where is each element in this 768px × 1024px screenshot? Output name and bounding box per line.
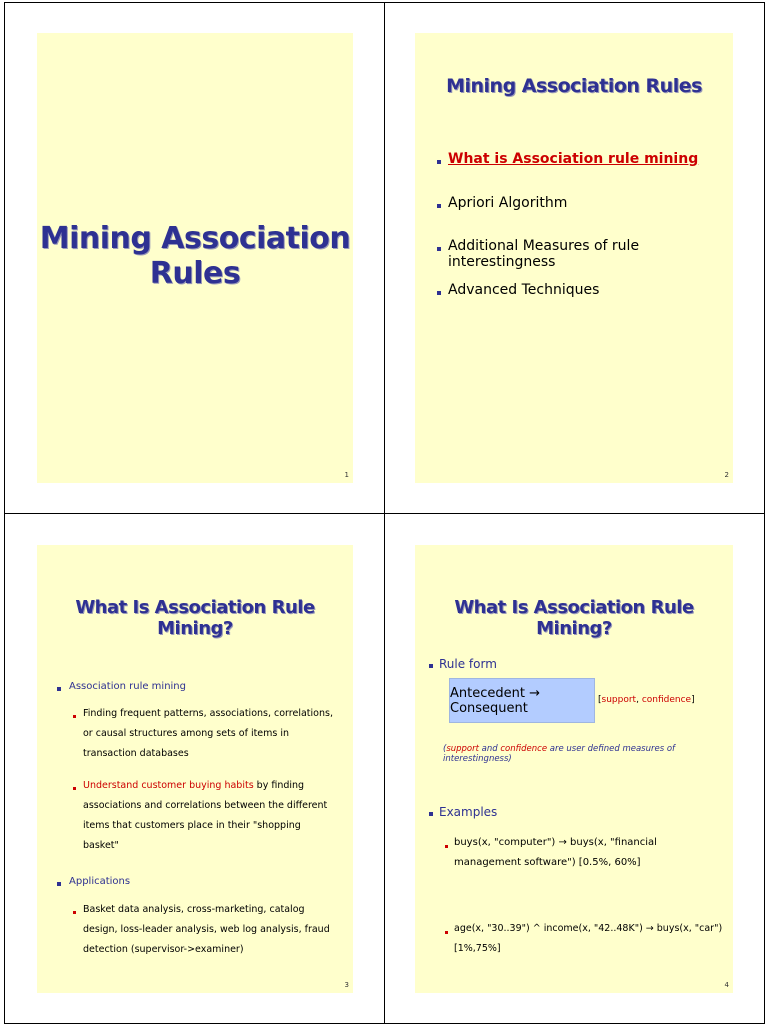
note-and: and [478, 744, 501, 754]
agenda-item-label: What is Association rule mining [448, 151, 699, 167]
list-item [429, 657, 497, 671]
slide-title: What Is Association Rule Mining? [454, 597, 694, 639]
bullet-text [83, 776, 333, 856]
slide-3 [37, 545, 353, 993]
agenda-item [437, 195, 567, 211]
bullet-icon [445, 845, 448, 848]
slide-4 [415, 545, 733, 993]
bracket-open: [ [598, 695, 602, 705]
rule-form-box [449, 678, 595, 723]
slide-title: What Is Association Rule Mining? [75, 597, 315, 639]
bullet-icon [429, 664, 433, 668]
bullet-text: Basket data analysis, cross-marketing, catalog design, loss-leader analysis, web log analysis, fraud detection (supervisor->examiner) [83, 904, 330, 955]
bullet-icon [437, 204, 441, 208]
slide-title: Mining Association Rules [39, 221, 351, 291]
page-cell-3 [4, 513, 385, 1024]
rule-form-text: Antecedent → Consequent [450, 685, 540, 716]
note-support: support [446, 744, 479, 754]
bullet-icon [73, 715, 76, 718]
sub-list-item [73, 905, 333, 960]
bullet-label: Rule form [439, 657, 497, 671]
page-cell-1 [4, 2, 385, 514]
example-text: buys(x, "computer") → buys(x, "financial management software") [0.5%, 60%] [454, 837, 657, 868]
agenda-item-label: Apriori Algorithm [448, 195, 568, 211]
support-label: support [601, 695, 637, 705]
rule-note [443, 744, 733, 764]
page-cell-4 [384, 513, 765, 1024]
page-number: 1 [344, 471, 349, 479]
bullet-icon [437, 247, 441, 251]
rule-measures [598, 695, 695, 705]
example-text: age(x, "30..39") ^ income(x, "42..48K") → buys(x, "car") [1%,75%] [454, 923, 723, 954]
example-item [445, 923, 730, 959]
slide-1 [37, 33, 353, 483]
note-confidence: confidence [500, 744, 548, 754]
highlight-text: Understand customer buying habits [83, 780, 254, 791]
bullet-icon [437, 291, 441, 295]
bullet-text: Finding frequent patterns, associations, correlations, or causal structures among sets of items in transaction databases [83, 708, 333, 759]
example-item [445, 837, 715, 873]
agenda-item [437, 238, 733, 270]
bullet-icon [73, 787, 76, 790]
confidence-label: confidence [641, 695, 692, 705]
bullet-label: Examples [439, 805, 498, 819]
bullet-icon [57, 687, 61, 691]
slide-title: Mining Association Rules [446, 75, 702, 97]
page-number: 4 [724, 981, 729, 989]
agenda-item [437, 282, 599, 298]
note-rest: are user defined measures of interestingness) [443, 744, 676, 764]
sub-list-item [73, 709, 333, 764]
bullet-icon [57, 882, 61, 886]
slide-2 [415, 33, 733, 483]
bullet-icon [445, 931, 448, 934]
bullet-label: Association rule mining [69, 681, 186, 692]
page-number: 3 [344, 981, 349, 989]
page-number: 2 [724, 471, 729, 479]
bracket-close: ] [691, 695, 695, 705]
list-item [57, 876, 337, 887]
bullet-label: Applications [69, 876, 131, 887]
agenda-item-label: Advanced Techniques [448, 282, 600, 298]
page-cell-2 [384, 2, 765, 514]
comma: , [636, 695, 642, 705]
sub-list-item [73, 781, 333, 856]
bullet-icon [429, 812, 433, 816]
bullet-text-rest: by finding associations and correlations between the different items that customers place in their "shopping basket" [83, 780, 328, 851]
bullet-icon [437, 160, 441, 164]
list-item [57, 681, 337, 692]
note-open: ( [443, 744, 447, 754]
list-item [429, 805, 497, 819]
bullet-icon [73, 911, 76, 914]
agenda-item [437, 151, 698, 167]
agenda-item-label: Additional Measures of rule interestingness [448, 238, 640, 270]
